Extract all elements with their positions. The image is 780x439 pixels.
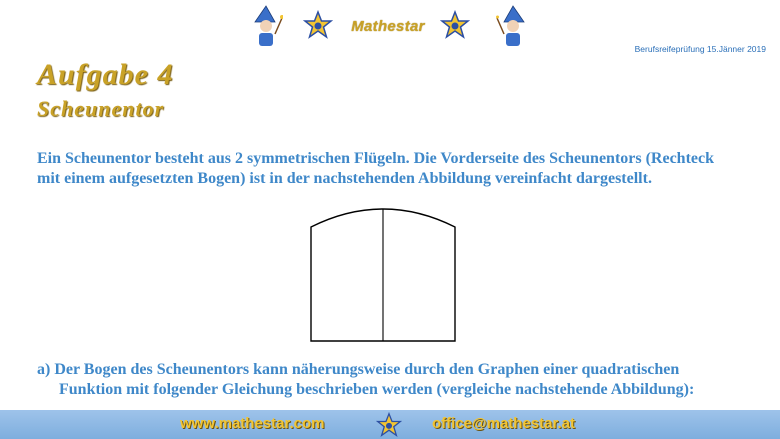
star-icon [440, 10, 470, 40]
wizard-icon [496, 4, 530, 48]
website-link[interactable]: www.mathestar.com [180, 415, 325, 432]
footer-bar [0, 410, 780, 439]
page-title: Aufgabe 4 [37, 58, 174, 91]
brand-logo: Mathestar [351, 18, 425, 35]
wizard-icon [249, 4, 283, 48]
barn-door-figure [305, 203, 461, 343]
question-a-line2: Funktion mit folgender Gleichung beschrieben werden (vergleiche nachstehende Abbildung): [59, 381, 695, 398]
question-a-line1: a) Der Bogen des Scheunentors kann näherungsweise durch den Graphen einer quadratischen [37, 361, 680, 378]
star-icon [303, 10, 333, 40]
intro-text: Ein Scheunentor besteht aus 2 symmetrischen Flügeln. Die Vorderseite des Scheunentors (Rechteck mit einem aufgesetzten Bogen) ist in der nachstehenden Abbildung vereinfacht dargestellt. [37, 150, 715, 187]
question-a [37, 360, 757, 400]
exam-label: Berufsreifeprüfung 15.Jänner 2019 [634, 44, 766, 54]
email-link[interactable]: office@mathestar.at [432, 415, 576, 432]
header [0, 0, 780, 52]
page-subtitle: Scheunentor [37, 96, 165, 121]
star-icon [376, 412, 402, 438]
